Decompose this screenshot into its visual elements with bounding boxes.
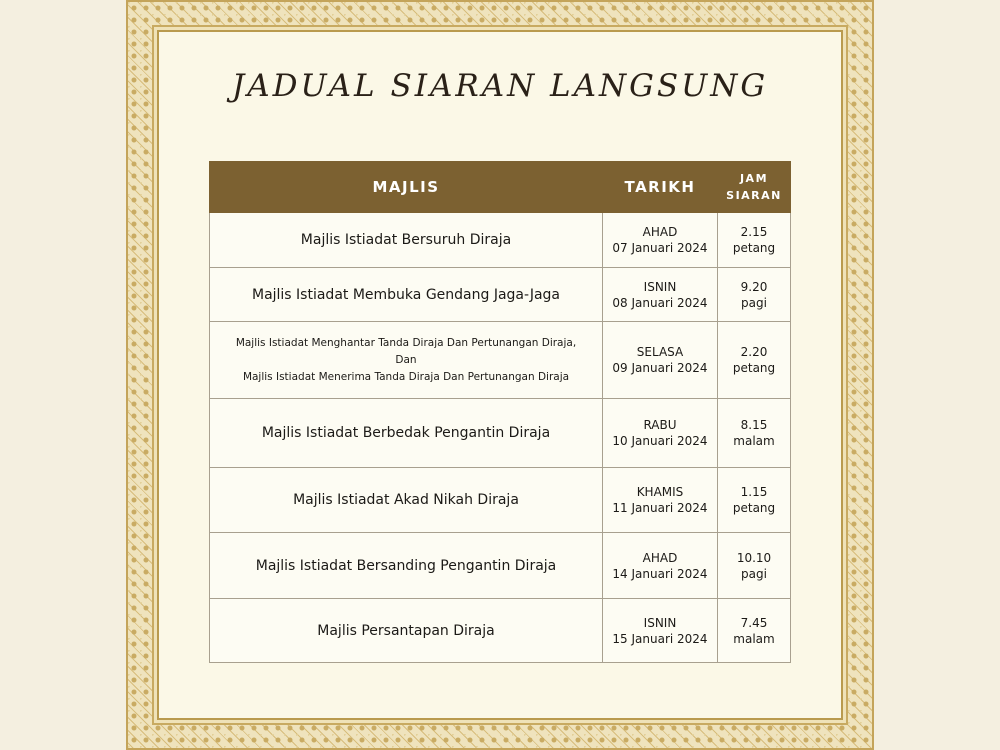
majlis-line: Majlis Istiadat Menerima Tanda Diraja Dan Pertunangan Diraja xyxy=(242,370,570,383)
table-row xyxy=(210,399,791,468)
date-label: 14 Januari 2024 xyxy=(612,566,708,581)
majlis-cell xyxy=(210,322,603,399)
tarikh-cell xyxy=(603,599,718,663)
day-label: AHAD xyxy=(642,225,678,239)
jam-cell xyxy=(718,599,791,663)
jam-cell xyxy=(718,322,791,399)
day-label: KHAMIS xyxy=(636,485,684,499)
table-row xyxy=(210,533,791,599)
header-jam-line2: SIARAN xyxy=(726,189,782,202)
majlis-line: Majlis Istiadat Menghantar Tanda Diraja Dan Pertunangan Diraja, xyxy=(235,336,577,349)
majlis-cell: Majlis Persantapan Diraja xyxy=(210,599,603,663)
header-jam-line1: JAM xyxy=(739,172,769,185)
page-title: JADUAL SIARAN LANGSUNG xyxy=(231,68,769,104)
period-label: petang xyxy=(732,241,776,255)
time-label: 2.15 xyxy=(740,225,768,239)
tarikh-cell xyxy=(603,213,718,268)
time-label: 9.20 xyxy=(740,279,768,294)
majlis-cell: Majlis Istiadat Membuka Gendang Jaga-Jaga xyxy=(210,268,603,322)
day-label: SELASA xyxy=(636,345,684,359)
day-label: ISNIN xyxy=(643,279,677,294)
tarikh-cell xyxy=(603,322,718,399)
period-label: malam xyxy=(733,631,775,646)
time-label: 7.45 xyxy=(740,615,768,630)
day-label: RABU xyxy=(643,418,677,432)
time-label: 1.15 xyxy=(740,485,768,499)
tarikh-cell xyxy=(603,468,718,533)
table-row xyxy=(210,468,791,533)
majlis-cell: Majlis Istiadat Berbedak Pengantin Diraja xyxy=(210,399,603,468)
date-label: 09 Januari 2024 xyxy=(612,361,708,375)
tarikh-cell xyxy=(603,533,718,599)
header-jam-siaran xyxy=(718,162,791,213)
majlis-cell: Majlis Istiadat Akad Nikah Diraja xyxy=(210,468,603,533)
majlis-line: Dan xyxy=(395,353,417,366)
jam-cell xyxy=(718,533,791,599)
jam-cell xyxy=(718,213,791,268)
table-row xyxy=(210,213,791,268)
day-label: ISNIN xyxy=(643,615,677,630)
date-label: 07 Januari 2024 xyxy=(612,241,708,255)
date-label: 11 Januari 2024 xyxy=(612,501,708,515)
date-label: 15 Januari 2024 xyxy=(612,631,708,646)
period-label: petang xyxy=(732,361,776,375)
header-tarikh: TARIKH xyxy=(603,162,718,213)
tarikh-cell xyxy=(603,268,718,322)
broadcast-schedule-table xyxy=(209,161,791,663)
time-label: 2.20 xyxy=(740,345,768,359)
table-row xyxy=(210,322,791,399)
jam-cell xyxy=(718,268,791,322)
header-majlis: MAJLIS xyxy=(210,162,603,213)
tarikh-cell xyxy=(603,399,718,468)
period-label: pagi xyxy=(741,295,767,310)
day-label: AHAD xyxy=(642,550,678,565)
period-label: petang xyxy=(732,501,776,515)
jam-cell xyxy=(718,468,791,533)
period-label: malam xyxy=(733,434,775,448)
table-row xyxy=(210,268,791,322)
date-label: 10 Januari 2024 xyxy=(612,434,708,448)
date-label: 08 Januari 2024 xyxy=(612,295,708,310)
table-header-row xyxy=(210,162,791,213)
period-label: pagi xyxy=(741,566,767,581)
table-row xyxy=(210,599,791,663)
time-label: 8.15 xyxy=(740,418,768,432)
time-label: 10.10 xyxy=(736,550,772,565)
majlis-cell: Majlis Istiadat Bersuruh Diraja xyxy=(210,213,603,268)
majlis-cell: Majlis Istiadat Bersanding Pengantin Diraja xyxy=(210,533,603,599)
jam-cell xyxy=(718,399,791,468)
